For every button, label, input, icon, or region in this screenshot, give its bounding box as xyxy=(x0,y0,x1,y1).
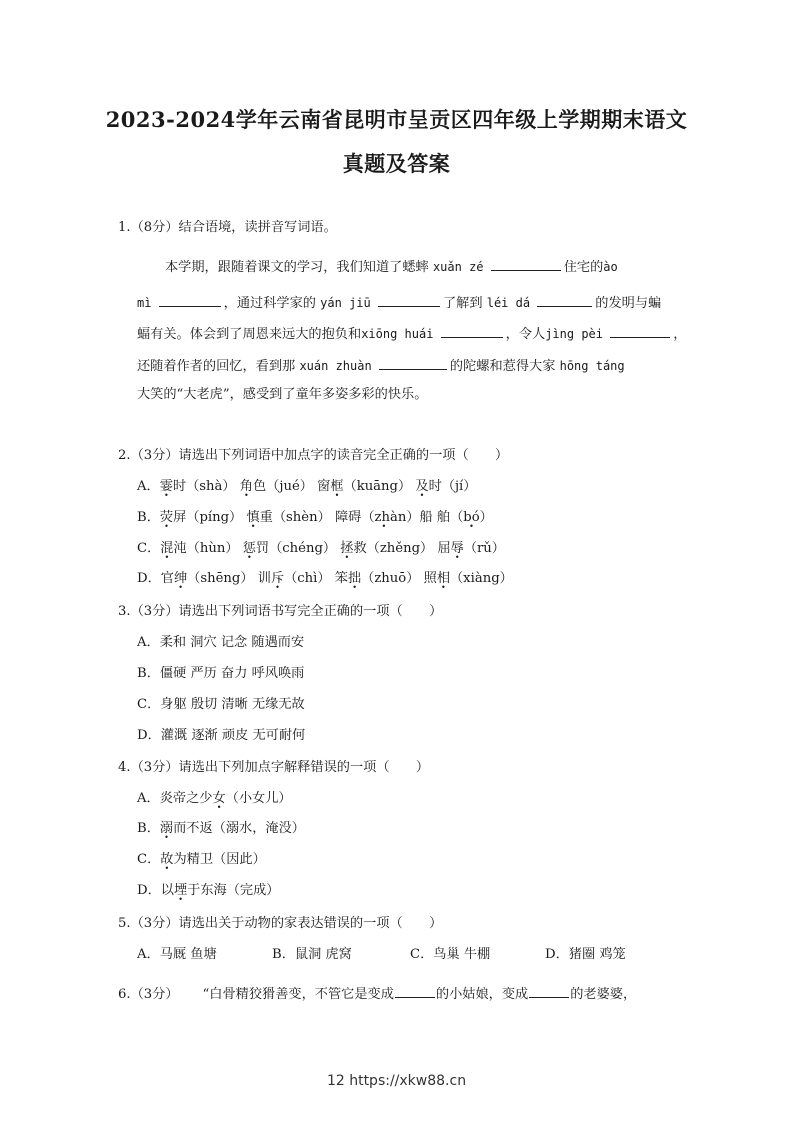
q1-text: 的陀螺和惹得大家 xyxy=(449,359,556,374)
dotted-char: 框 xyxy=(330,479,344,494)
pinyin: hōng táng xyxy=(559,359,625,373)
q1-text: 住宅的 xyxy=(563,260,604,275)
q1-line-3 xyxy=(137,323,686,344)
dotted-char: 绅 xyxy=(173,571,188,586)
answer-blank[interactable] xyxy=(529,983,569,998)
q2-option-a[interactable]: A．霎时（shà） 角色（jué） 窗框（kuāng） 及时（jí） xyxy=(137,479,477,494)
dotted-char: 荧 xyxy=(159,510,174,525)
dotted-char: （bó） • xyxy=(450,510,493,525)
q1-line-2 xyxy=(137,292,661,313)
q6-header: 6.（3分） xyxy=(118,987,179,1002)
q1-text: ， xyxy=(673,327,687,342)
dotted-char: 斥 xyxy=(270,571,285,586)
q4-option-c[interactable]: C．故为精卫（因此） xyxy=(137,852,266,867)
q3-option-c[interactable]: C．身躯 殷切 清晰 无缘无故 xyxy=(137,697,305,712)
q1-text: 本学期，跟随着课文的学习，我们知道了蟋蟀 xyxy=(165,260,429,275)
dotted-char: 及 xyxy=(415,479,429,494)
q6-text: 的小姑娘，变成 xyxy=(435,987,529,1002)
dotted-char: 故 xyxy=(160,852,174,867)
q2-option-c[interactable]: C．混沌（hùn） 惩罚（chéng） 拯救（zhěng） 屈辱（rǔ） xyxy=(137,541,505,556)
dotted-char: 拯 xyxy=(340,541,354,556)
pinyin: jìng pèi xyxy=(545,327,603,341)
dotted-char: 混 xyxy=(160,541,174,556)
dotted-char: 慎 xyxy=(246,510,260,525)
q6-line xyxy=(118,983,636,1004)
dotted-char: 女 xyxy=(212,791,226,806)
answer-blank[interactable] xyxy=(378,292,440,307)
answer-blank[interactable] xyxy=(537,292,592,307)
q3-option-a[interactable]: A．柔和 洞穴 记念 随遇而安 xyxy=(137,635,305,650)
pinyin: xiōng huái xyxy=(361,327,434,341)
q1-line-5: 大笑的“大老虎”，感受到了童年多姿多彩的快乐。 xyxy=(137,387,428,402)
dotted-char: 辱 xyxy=(450,541,464,556)
pinyin: xuán zhuàn xyxy=(299,359,372,373)
q6-text: “白骨精狡猾善变，不管它是变成 xyxy=(202,987,394,1002)
dotted-char: 角 xyxy=(239,479,253,494)
pinyin: xuǎn zé xyxy=(432,260,484,274)
q5-option-b[interactable]: B．鼠洞 虎窝 xyxy=(272,947,352,962)
q1-line-1 xyxy=(165,256,618,277)
q4-option-a[interactable]: A．炎帝之少女（小女儿） xyxy=(137,791,292,806)
answer-blank[interactable] xyxy=(395,983,435,998)
answer-blank[interactable] xyxy=(159,292,221,307)
page-footer: 12 https://xkw88.cn xyxy=(326,1073,467,1089)
q1-text: 还随着作者的回忆，看到那 xyxy=(137,359,296,374)
page-title: 2023-2024学年云南省昆明市呈贡区四年级上学期期末语文 xyxy=(105,107,688,132)
q4-header: 4.（3分）请选出下列加点字解释错误的一项（ ） xyxy=(118,760,430,775)
q1-text: ，通过科学家的 xyxy=(223,296,316,311)
pinyin: ào xyxy=(603,260,618,274)
pinyin: mì xyxy=(137,296,152,310)
q3-option-b[interactable]: B．僵硬 严历 奋力 呼风唤雨 xyxy=(137,666,305,681)
answer-blank[interactable] xyxy=(441,323,503,338)
q6-text: 的老婆婆， xyxy=(570,987,637,1002)
dotted-char: 堙 xyxy=(173,883,188,898)
pinyin: yán jiū xyxy=(320,296,371,310)
q1-line-4 xyxy=(137,355,625,376)
q5-option-d[interactable]: D．猪圈 鸡笼 xyxy=(545,947,626,962)
page-subtitle: 真题及答案 xyxy=(342,151,451,176)
q3-option-d[interactable]: D．灌溉 逐渐 顽皮 无可耐何 xyxy=(137,728,306,743)
q4-option-d[interactable]: D．以堙于东海（完成） xyxy=(137,883,280,898)
q1-text: ，令人 xyxy=(505,327,546,342)
q3-header: 3.（3分）请选出下列词语书写完全正确的一项（ ） xyxy=(118,604,443,619)
dotted-char: 相 xyxy=(436,571,450,586)
answer-blank[interactable] xyxy=(379,355,447,370)
dotted-char: 拙 xyxy=(347,571,362,586)
q1-text: 蝠有关。体会到了周恩来远大的抱负和 xyxy=(137,327,362,342)
q1-text: 的发明与蝙 xyxy=(595,296,662,311)
dotted-char: 碍（zhàn） • xyxy=(348,510,419,525)
answer-blank[interactable] xyxy=(491,256,561,271)
pinyin: léi dá xyxy=(486,296,531,310)
dotted-char: 霎 xyxy=(159,479,173,494)
q2-option-b[interactable]: B．荧屏（píng） 慎重（shèn） 障碍（zhàn） •船 舶（bó） • xyxy=(137,509,493,527)
answer-blank[interactable] xyxy=(610,323,670,338)
q5-option-c[interactable]: C．鸟巢 牛棚 xyxy=(410,947,491,962)
q2-header: 2.（3分）请选出下列词语中加点字的读音完全正确的一项（ ） xyxy=(118,448,509,463)
q4-option-b[interactable]: B．溺而不返（溺水，淹没） xyxy=(137,821,305,836)
q5-option-a[interactable]: A．马厩 鱼塘 xyxy=(137,947,217,962)
q5-header: 5.（3分）请选出关于动物的家表达错误的一项（ ） xyxy=(118,916,443,931)
q1-header: 1.（8分）结合语境，读拼音写词语。 xyxy=(118,220,337,235)
q2-option-d[interactable]: D．官绅（shēng） 训斥（chì） 笨拙（zhuō） 照相（xiàng） xyxy=(137,571,513,586)
dotted-char: 惩 xyxy=(242,541,256,556)
q1-text: 了解到 xyxy=(442,296,483,311)
dotted-char: 溺 xyxy=(159,821,174,836)
